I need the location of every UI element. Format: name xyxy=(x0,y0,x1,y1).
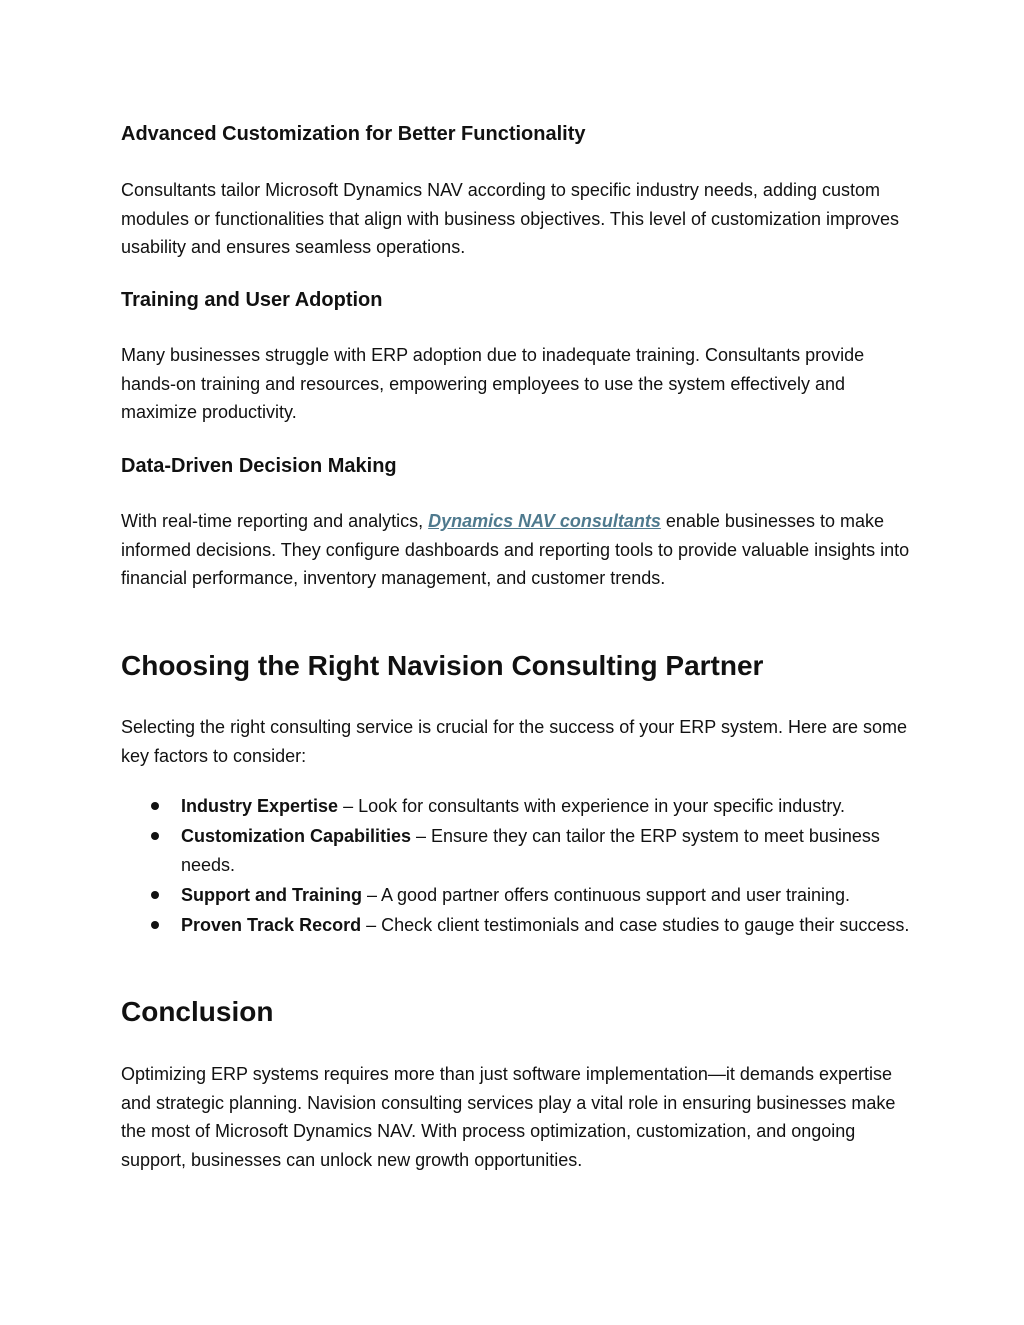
factor-term: Industry Expertise xyxy=(181,796,339,816)
list-item-support-training xyxy=(121,881,911,910)
factor-description: – A good partner offers continuous support and user training. xyxy=(362,885,850,905)
factor-description: – Check client testimonials and case studies to gauge their success. xyxy=(361,915,910,935)
bullet-dot-icon xyxy=(151,802,159,810)
bullet-dot-icon xyxy=(151,832,159,840)
heading-choosing-partner: Choosing the Right Navision Consulting Partner xyxy=(121,650,764,681)
heading-conclusion: Conclusion xyxy=(121,996,274,1027)
data-driven-text-after-link: enable businesses to make informed decisions. They configure dashboards and reporting tools to provide valuable insights into financial performance, inventory management, and customer trends. xyxy=(121,511,910,588)
paragraph-advanced-customization: Consultants tailor Microsoft Dynamics NAV according to specific industry needs, adding custom modules or functionalities that align with business objectives. This level of customization improves usability and ensures seamless operations. xyxy=(121,180,900,257)
list-item-industry-expertise xyxy=(121,792,911,821)
bullet-dot-icon xyxy=(151,891,159,899)
paragraph-data-driven-decision xyxy=(121,507,911,593)
paragraph-training-user-adoption: Many businesses struggle with ERP adoption due to inadequate training. Consultants provide hands-on training and resources, empowering employees to use the system effectively and maximize productivity. xyxy=(121,345,865,422)
bullet-dot-icon xyxy=(151,921,159,929)
key-factors-list xyxy=(121,792,911,941)
factor-term: Proven Track Record xyxy=(181,915,362,935)
list-item-customization-capabilities xyxy=(121,822,911,880)
data-driven-text-before-link: With real-time reporting and analytics, xyxy=(121,511,429,531)
heading-advanced-customization: Advanced Customization for Better Functionality xyxy=(121,123,586,145)
factor-term: Support and Training xyxy=(181,885,362,905)
factor-description: – Look for consultants with experience in your specific industry. xyxy=(338,796,845,816)
heading-data-driven-decision: Data-Driven Decision Making xyxy=(121,455,397,477)
dynamics-nav-consultants-link[interactable]: Dynamics NAV consultants xyxy=(428,511,661,531)
paragraph-conclusion: Optimizing ERP systems requires more than just software implementation—it demands expertise and strategic planning. Navision consulting services play a vital role in ensuring businesses make the most of Microsoft Dynamics NAV. With process optimization, customization, and ongoing support, businesses can unlock new growth opportunities. xyxy=(121,1064,896,1170)
factor-description: – Ensure they can tailor the ERP system to meet business needs. xyxy=(181,826,880,875)
heading-training-user-adoption: Training and User Adoption xyxy=(121,289,383,311)
list-item-proven-track-record xyxy=(121,911,911,940)
factor-term: Customization Capabilities xyxy=(181,826,412,846)
paragraph-choosing-partner-intro: Selecting the right consulting service is crucial for the success of your ERP system. Here are some key factors to consider: xyxy=(121,717,907,766)
